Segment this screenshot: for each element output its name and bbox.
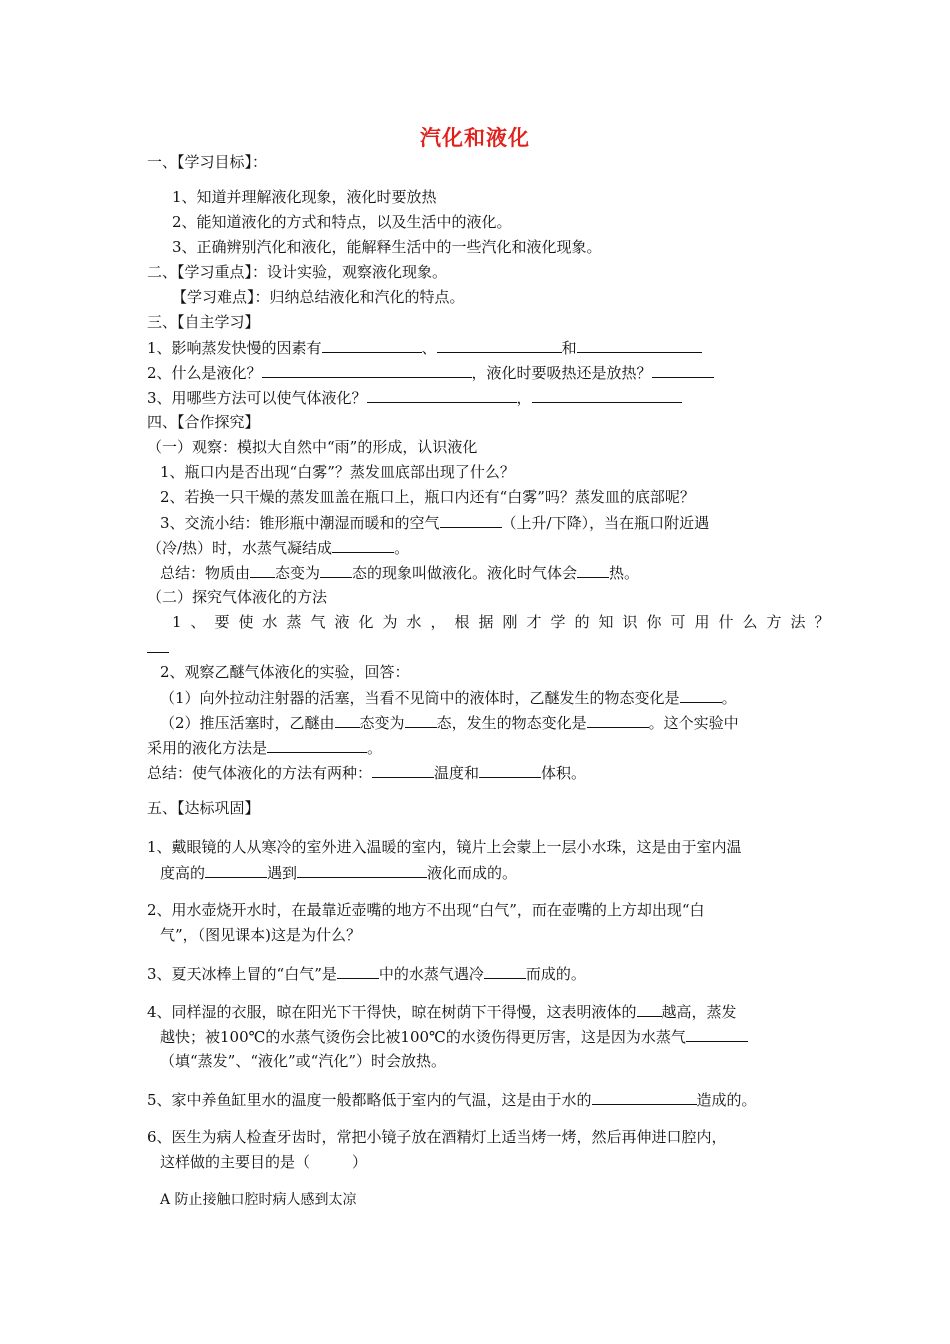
section3-heading: 三、【自主学习】	[147, 313, 260, 331]
answer-blank[interactable]	[147, 637, 169, 653]
q-text: 4、同样湿的衣服，晾在阳光下干得快，晾在树荫下干得慢，这表明液体的	[147, 1003, 637, 1021]
exercise-q4-line3: （填“蒸发”、“液化”或“汽化”）时会放热。	[160, 1052, 447, 1070]
answer-blank[interactable]	[637, 1001, 662, 1017]
q-text: 液化而成的。	[427, 864, 518, 882]
answer-blank[interactable]	[577, 337, 702, 353]
q-text: 体积。	[541, 764, 587, 782]
q-text: 。	[721, 689, 737, 707]
q-text: 越快；被100℃的水蒸气烫伤会比被100℃的水烫伤得更厉害，这是因为水蒸气	[160, 1028, 686, 1046]
answer-blank[interactable]	[437, 337, 562, 353]
answer-blank[interactable]	[680, 687, 722, 703]
key-point: 二、【学习重点】：设计实验，观察液化现象。	[147, 263, 448, 281]
q-text: 总结：物质由	[160, 564, 251, 582]
exercise-q4-line1	[147, 1001, 737, 1022]
q-text: 遇到	[267, 864, 298, 882]
answer-blank[interactable]	[367, 387, 517, 403]
q-text: ，	[516, 389, 532, 407]
goal-1: 1、知道并理解液化现象，液化时要放热	[172, 188, 437, 206]
q-text: 。	[394, 539, 410, 557]
exercise-q6-line2	[160, 1152, 367, 1172]
part1-summary	[160, 562, 639, 583]
page-title: 汽化和液化	[420, 126, 530, 150]
answer-blank[interactable]	[405, 712, 437, 728]
goal-3: 3、正确辨别汽化和液化，能解释生活中的一些汽化和液化现象。	[172, 238, 602, 256]
self-study-q3	[147, 387, 682, 408]
q-text: 态变为	[359, 714, 405, 732]
q-text: 热。	[609, 564, 640, 582]
q-text: 5、家中养鱼缸里水的温度一般都略低于室内的气温，这是由于水的	[147, 1091, 592, 1109]
answer-blank[interactable]	[297, 862, 427, 878]
self-study-q1	[147, 337, 702, 358]
q-text: 态变为	[275, 564, 321, 582]
q-text: 。这个实验中	[648, 714, 739, 732]
section1-heading: 一、【学习目标】：	[147, 153, 268, 171]
answer-blank[interactable]	[322, 337, 422, 353]
answer-blank[interactable]	[484, 963, 526, 979]
part1-heading: （一）观察：模拟大自然中“雨”的形成，认识液化	[147, 438, 478, 456]
part2-q2-2-line1	[160, 712, 739, 733]
self-study-q2	[147, 362, 714, 383]
answer-blank[interactable]	[205, 862, 267, 878]
answer-blank[interactable]	[440, 512, 502, 528]
q-text: 态的现象叫做液化。液化时气体会	[352, 564, 578, 582]
q-text: 度高的	[160, 864, 206, 882]
q-text: 造成的。	[696, 1091, 757, 1109]
answer-blank[interactable]	[320, 562, 352, 578]
answer-blank[interactable]	[577, 562, 609, 578]
q-text: 和	[561, 339, 577, 357]
part1-q2: 2、若换一只干燥的蒸发皿盖在瓶口上，瓶口内还有“白雾”吗？蒸发皿的底部呢？	[160, 488, 695, 506]
answer-blank[interactable]	[479, 762, 541, 778]
goal-2: 2、能知道液化的方式和特点，以及生活中的液化。	[172, 213, 512, 231]
answer-blank[interactable]	[532, 387, 682, 403]
q-text: ）	[352, 1153, 368, 1171]
exercise-q6-line1: 6、医生为病人检查牙齿时，常把小镜子放在酒精灯上适当烤一烤，然后再伸进口腔内，	[147, 1128, 727, 1146]
answer-blank[interactable]	[332, 537, 394, 553]
difficulty: 【学习难点】：归纳总结液化和汽化的特点。	[172, 288, 465, 306]
q-text: 2、什么是液化？	[147, 364, 262, 382]
answer-blank[interactable]	[587, 712, 649, 728]
q-text: （2）推压活塞时，乙醚由	[160, 714, 335, 732]
q-text: 、	[421, 339, 437, 357]
section5-heading: 五、【达标巩固】	[147, 799, 260, 817]
q-text: 1、影响蒸发快慢的因素有	[147, 339, 322, 357]
q-text: 采用的液化方法是	[147, 739, 268, 757]
part2-q2-2-line2	[147, 737, 382, 758]
part2-q1-answer	[147, 637, 169, 658]
answer-blank[interactable]	[652, 362, 714, 378]
part2-q2-1	[160, 687, 737, 708]
q-text: （冷/热）时，水蒸气凝结成	[147, 539, 333, 557]
part1-q3-line1	[160, 512, 709, 533]
part1-q3-line2	[147, 537, 409, 558]
q-text: （1）向外拉动注射器的活塞，当看不见筒中的液体时，乙醚发生的物态变化是	[160, 689, 680, 707]
answer-blank[interactable]	[335, 712, 360, 728]
answer-blank[interactable]	[372, 762, 434, 778]
answer-blank[interactable]	[686, 1026, 748, 1042]
q-text: 而成的。	[525, 965, 586, 983]
q-text: 中的水蒸气遇冷	[378, 965, 484, 983]
part2-q1: 1、要使水蒸气液化为水，根据刚才学的知识你可用什么方法？	[172, 613, 839, 631]
q-text: 越高，蒸发	[661, 1003, 737, 1021]
answer-blank[interactable]	[250, 562, 275, 578]
exercise-q2-line1: 2、用水壶烧开水时，在最靠近壶嘴的地方不出现“白气”，而在壶嘴的上方却出现“白	[147, 901, 705, 919]
answer-blank[interactable]	[267, 737, 367, 753]
part1-q1: 1、瓶口内是否出现“白雾”？蒸发皿底部出现了什么？	[160, 463, 515, 481]
q-text: ，液化时要吸热还是放热？	[471, 364, 652, 382]
part2-heading: （二）探究气体液化的方法	[147, 588, 328, 606]
option-a: A 防止接触口腔时病人感到太凉	[160, 1192, 357, 1208]
part2-q2: 2、观察乙醚气体液化的实验，回答：	[160, 663, 410, 681]
exercise-q5	[147, 1089, 757, 1110]
q-text: 态，发生的物态变化是	[436, 714, 587, 732]
answer-blank[interactable]	[592, 1089, 697, 1105]
q-text: 这样做的主要目的是（	[160, 1153, 311, 1171]
exercise-q1-line1: 1、戴眼镜的人从寒冷的室外进入温暖的室内，镜片上会蒙上一层小水珠，这是由于室内温	[147, 838, 742, 856]
q-text: 3、夏天冰棒上冒的“白气”是	[147, 965, 337, 983]
q-text: 3、用哪些方法可以使气体液化？	[147, 389, 367, 407]
q-text: 总结：使气体液化的方法有两种：	[147, 764, 373, 782]
q-text: （上升/下降），当在瓶口附近遇	[501, 514, 710, 532]
exercise-q3	[147, 963, 586, 984]
part2-summary	[147, 762, 586, 783]
exercise-q4-line2	[160, 1026, 748, 1047]
exercise-q1-line2	[160, 862, 517, 883]
section4-heading: 四、【合作探究】	[147, 413, 260, 431]
answer-blank[interactable]	[262, 362, 472, 378]
answer-blank[interactable]	[337, 963, 379, 979]
q-text: 温度和	[434, 764, 480, 782]
exercise-q2-line2: 气”，（图见课本)这是为什么？	[160, 926, 362, 944]
q-text: 3、交流小结：锥形瓶中潮湿而暖和的空气	[160, 514, 440, 532]
q-text: 。	[367, 739, 383, 757]
